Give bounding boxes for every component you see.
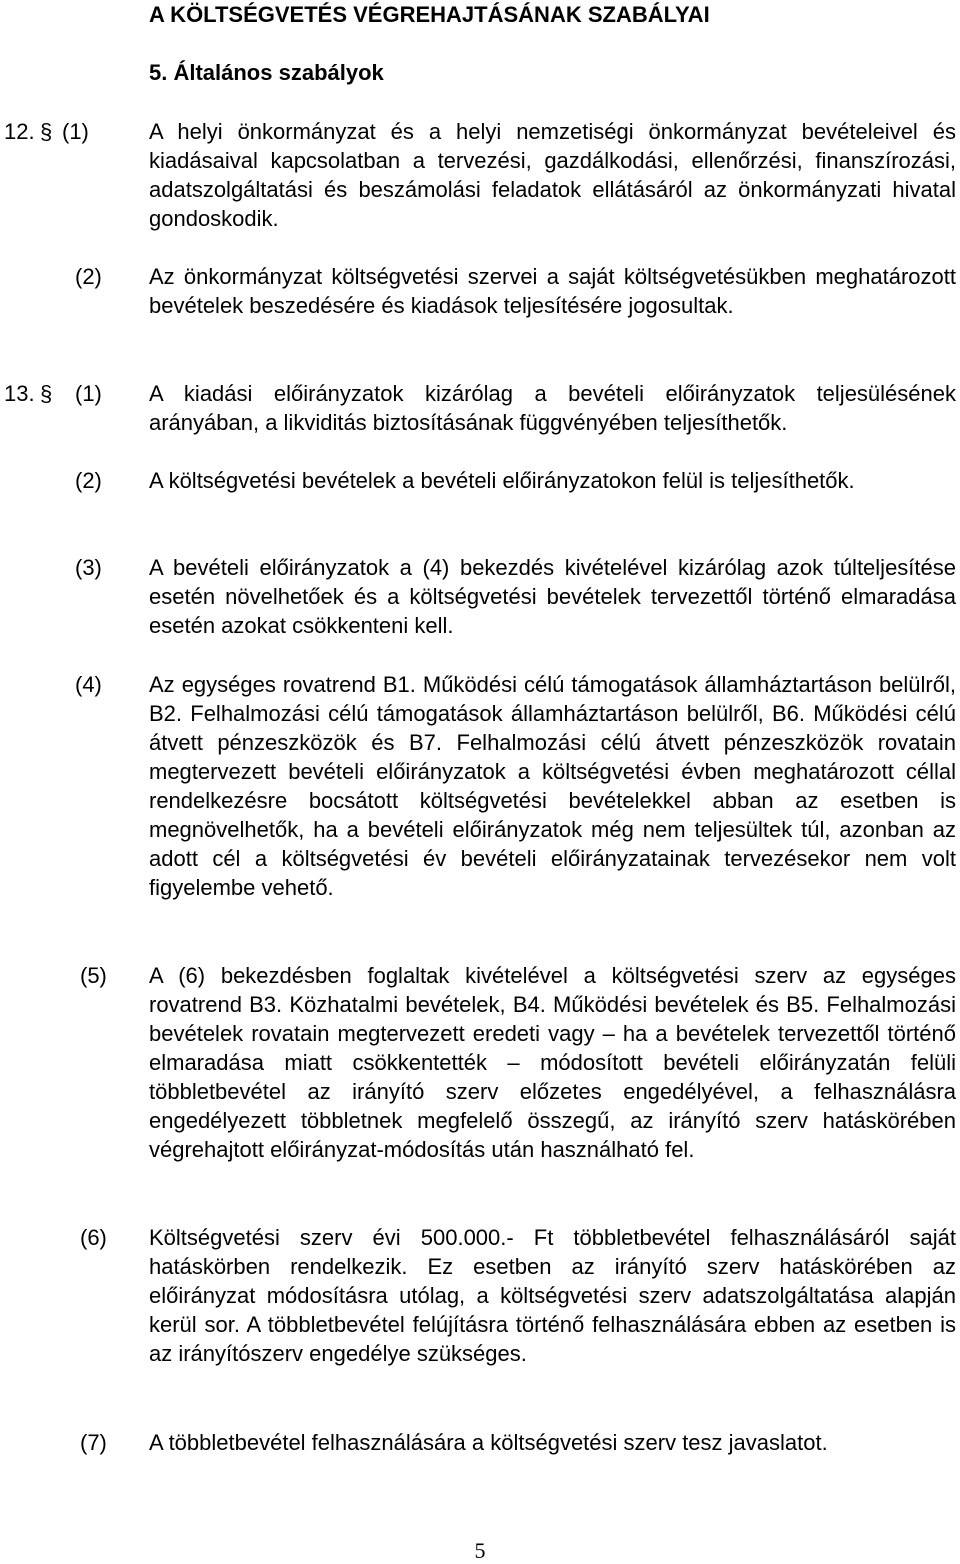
paragraph-label: (5) xyxy=(80,963,107,988)
paragraph-text: A helyi önkormányzat és a helyi nemzetiségi önkormányzat bevételeivel és kiadásaival kapcsolatban a tervezési, gazdálkodási, ellenőrzési, finanszírozási, adatszolgáltatási és beszámolási feladatok ellátásáról az önkormányzati hivatal gondoskodik. xyxy=(149,119,956,231)
paragraph-text: Az egységes rovatrend B1. Működési célú támogatások államháztartáson belülről, B2. Felhalmozási célú támogatások államháztartáson belülről, B6. Működési célú átvett pénzeszközök és B7. Felhalmozási célú átvett pénzeszközök rovatain megtervezett bevételi előirányzatok a költségvetési évben meghatározott céllal rendelkezésre bocsátott költségvetési bevételekkel abban az esetben is megnövelhetők, ha a bevételi előirányzatok még nem teljesültek túl, azonban az adott cél a költségvetési év bevételi előirányzatainak tervezésekor nem volt figyelembe vehető. xyxy=(149,672,956,900)
paragraph-text: A kiadási előirányzatok kizárólag a bevételi előirányzatok teljesülésének arányában, a likviditás biztosításának függvényében teljesíthetők. xyxy=(149,381,956,435)
section-subtitle: 5. Általános szabályok xyxy=(149,60,384,85)
section-symbol: § xyxy=(40,381,53,406)
paragraph-text: A bevételi előirányzatok a (4) bekezdés kivételével kizárólag azok túlteljesítése esetén növelhetőek és a költségvetési bevételek tervezettől történő elmaradása esetén azokat csökkenteni kell. xyxy=(149,555,956,638)
section-symbol: § xyxy=(40,119,53,144)
paragraph-label: (1) xyxy=(62,119,89,144)
paragraph-label: (6) xyxy=(80,1225,107,1250)
paragraph-text: A többletbevétel felhasználására a költségvetési szerv tesz javaslatot. xyxy=(149,1430,828,1455)
paragraph-text: Az önkormányzat költségvetési szervei a saját költségvetésükben meghatározott bevételek beszedésére és kiadások teljesítésére jogosultak. xyxy=(149,264,956,318)
paragraph-label: (2) xyxy=(75,264,102,289)
paragraph-text: A (6) bekezdésben foglaltak kivételével a költségvetési szerv az egységes rovatrend B3. Közhatalmi bevételek, B4. Működési bevételek és B5. Felhalmozási bevételek rovatain megtervezett eredeti vagy – ha a bevételek tervezettől történő elmaradása miatt csökkentették – módosított bevételi előirányzatán felüli többletbevétel az irányító szerv előzetes engedélyével, a felhasználásra engedélyezett többletnek megfelelő összegű, az irányító szerv hatáskörében végrehajtott előirányzat-módosítás után használható fel. xyxy=(149,963,956,1162)
section-number: 12. xyxy=(4,119,35,144)
page-number: 5 xyxy=(474,1538,486,1563)
paragraph-label: (3) xyxy=(75,555,102,580)
document-title: A KÖLTSÉGVETÉS VÉGREHAJTÁSÁNAK SZABÁLYAI xyxy=(149,2,710,27)
paragraph-label: (1) xyxy=(75,381,102,406)
section-number: 13. xyxy=(4,381,35,406)
paragraph-label: (4) xyxy=(75,672,102,697)
paragraph-text: Költségvetési szerv évi 500.000.- Ft többletbevétel felhasználásáról saját hatáskörben rendelkezik. Ez esetben az irányító szerv hatáskörében az előirányzat módosításra utólag, a költségvetési szerv adatszolgáltatása alapján kerül sor. A többletbevétel felújításra történő felhasználására ebben az esetben is az irányítószerv engedélye szükséges. xyxy=(149,1225,956,1366)
paragraph-label: (7) xyxy=(80,1430,107,1455)
paragraph-label: (2) xyxy=(75,468,102,493)
paragraph-text: A költségvetési bevételek a bevételi előirányzatokon felül is teljesíthetők. xyxy=(149,468,855,493)
